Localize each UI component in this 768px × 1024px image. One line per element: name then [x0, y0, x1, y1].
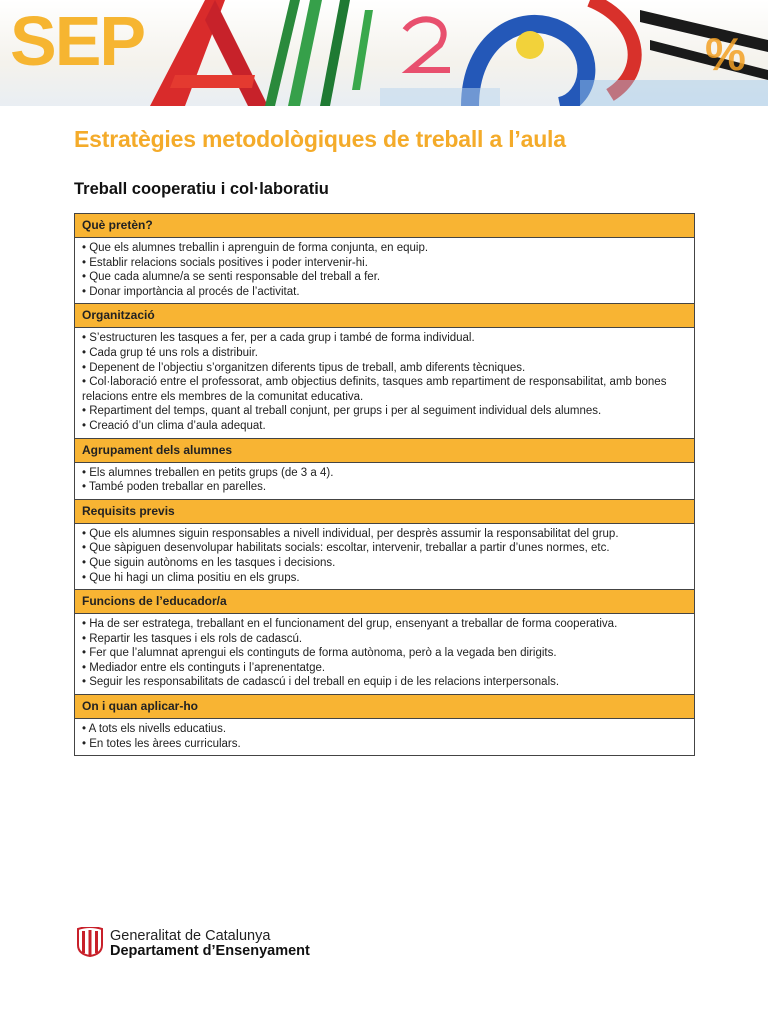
sections-table — [74, 213, 695, 756]
red-bar-shape — [170, 75, 255, 88]
bullet-line: • Cada grup té uns rols a distribuir. — [82, 346, 258, 359]
section-body — [75, 328, 694, 438]
bullet-line: • També poden treballar en parelles. — [82, 481, 267, 494]
sep-logo: SEP — [10, 2, 145, 80]
footer-logo — [76, 926, 376, 960]
bullet-line: • Col·laboració entre el professorat, amb objectius definits, tasques amb repartiment de responsabilitat, amb bones relacions entre els membres de la comunitat educativa. — [82, 376, 667, 403]
bullet-line: • A tots els nivells educatius. — [82, 723, 227, 736]
bullet-line: • Donar importància al procés de l’activitat. — [82, 285, 300, 298]
yellow-dot-shape — [516, 31, 544, 59]
section-organitzacio — [75, 304, 694, 438]
section-body — [75, 614, 694, 695]
bullet-line: • En totes les àrees curriculars. — [82, 737, 241, 750]
red-stroke-shape-2 — [205, 0, 268, 106]
footer-generalitat: Generalitat de Catalunya — [110, 928, 271, 944]
section-requisits — [75, 500, 694, 590]
section-agrupament — [75, 439, 694, 500]
bullet-line: • Els alumnes treballen en petits grups (de 3 a 4). — [82, 466, 334, 479]
bullet-line: • Repartiment del temps, quant al treball conjunt, per grups i per al seguiment individual dels alumnes. — [82, 405, 602, 418]
page-subtitle: Treball cooperatiu i col·laboratiu — [74, 180, 329, 198]
section-body — [75, 463, 694, 500]
bullet-line: • Seguir les responsabilitats de cadascú i del treball en equip i de les relacions interpersonals. — [82, 676, 560, 689]
section-heading: Requisits previs — [75, 500, 694, 524]
section-heading: Què pretèn? — [75, 214, 694, 238]
bullet-line: • Depenent de l’objectiu s’organitzen diferents tipus de treball, amb diferents tècniques. — [82, 361, 526, 374]
section-on-quan — [75, 695, 694, 756]
bullet-line: • Que hi hagi un clima positiu en els grups. — [82, 571, 300, 584]
section-body — [75, 719, 694, 756]
section-body — [75, 524, 694, 590]
footer-department: Departament d’Ensenyament — [110, 943, 310, 959]
bullet-line: • Establir relacions socials positives i poder intervenir-hi. — [82, 256, 368, 269]
section-heading: Funcions de l’educador/a — [75, 590, 694, 614]
bullet-line: • Que cada alumne/a se senti responsable del treball a fer. — [82, 271, 381, 284]
bullet-line: • Que els alumnes treballin i aprenguin de forma conjunta, en equip. — [82, 242, 429, 254]
section-heading: On i quan aplicar-ho — [75, 695, 694, 719]
bullet-line: • Mediador entre els continguts i l’aprenentatge. — [82, 661, 326, 674]
section-que-preten — [75, 214, 694, 304]
generalitat-emblem-icon — [76, 927, 104, 957]
bullet-line: • Que siguin autònoms en les tasques i decisions. — [82, 556, 336, 569]
section-heading: Organització — [75, 304, 694, 328]
header-banner — [0, 0, 768, 106]
bullet-line: • Fer que l’alumnat aprengui els continguts de forma autònoma, però a la vegada ben dirigits. — [82, 647, 557, 660]
bullet-line: • Ha de ser estratega, treballant en el funcionament del grup, ensenyant a treballar de forma cooperativa. — [82, 618, 618, 631]
bullet-line: • S’estructuren les tasques a fer, per a cada grup i també de forma individual. — [82, 332, 475, 345]
bullet-line: • Repartir les tasques i els rols de cadascú. — [82, 632, 303, 645]
percent-glyph: % — [705, 28, 746, 80]
bullet-line: • Que els alumnes siguin responsables a nivell individual, per desprès assumir la responsabilitat del grup. — [82, 527, 619, 540]
bullet-line: • Creació d’un clima d’aula adequat. — [82, 419, 266, 432]
section-heading: Agrupament dels alumnes — [75, 439, 694, 463]
section-funcions-educador — [75, 590, 694, 695]
bullet-line: • Que sàpiguen desenvolupar habilitats socials: escoltar, intervenir, treballar a partir d’unes normes, etc. — [82, 542, 610, 555]
section-body — [75, 238, 694, 304]
page-title: Estratègies metodològiques de treball a l’aula — [74, 126, 566, 152]
pink-two-shape — [405, 19, 450, 70]
